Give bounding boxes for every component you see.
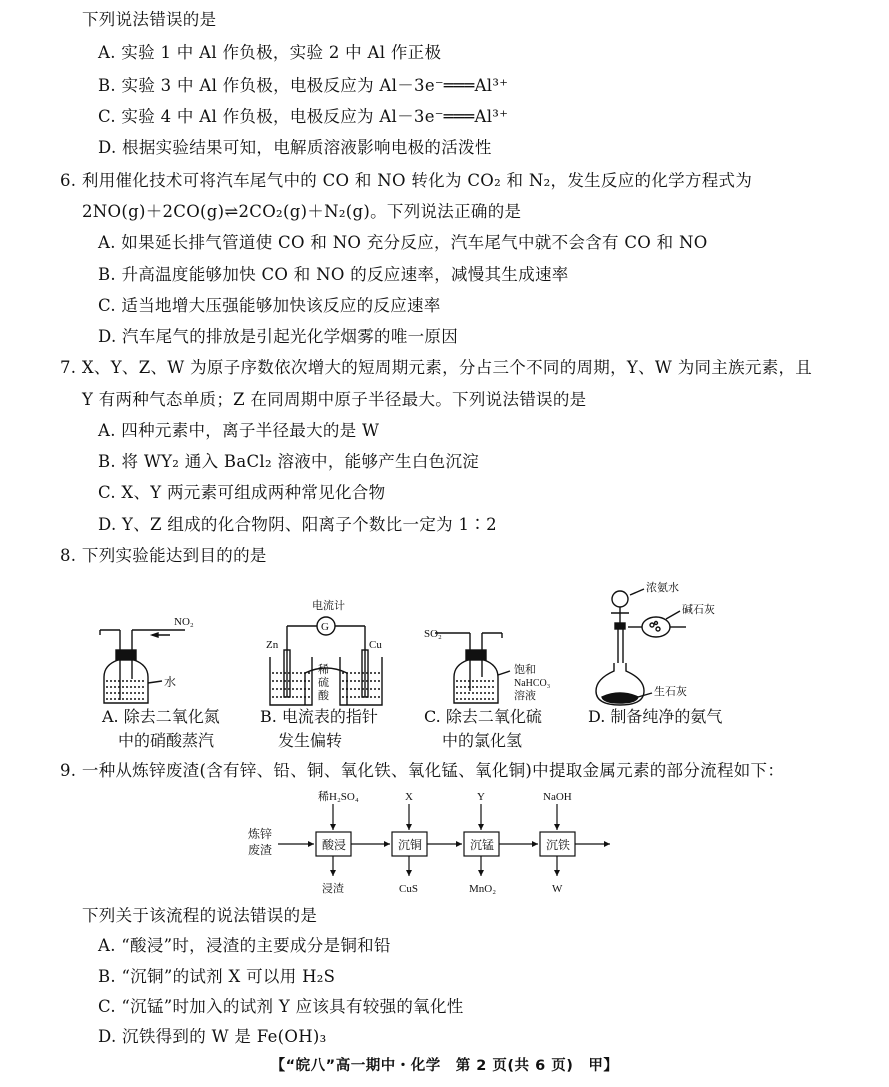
q7-stem-line1: 7. X、Y、Z、W 为原子序数依次增大的短周期元素，分占三个不同的周期，Y、W 为同主族元素，且 [60, 358, 813, 377]
figure-b-caption-1: B. 电流表的指针 [260, 707, 378, 726]
figure-c-solution-2: NaHCO₃ [514, 678, 551, 689]
q7-option-b: B. 将 WY₂ 通入 BaCl₂ 溶液中，能够产生白色沉淀 [98, 452, 480, 471]
figure-d-top-label: 浓氨水 [646, 582, 679, 594]
figure-b-cu-label: Cu [369, 639, 382, 651]
q7-option-d: D. Y、Z 组成的化合物阴、阳离子个数比一定为 1∶2 [98, 515, 497, 534]
flow-output-4: W [552, 883, 563, 895]
flow-step-4-label: 沉铁 [546, 838, 571, 852]
flow-step-2-label: 沉铜 [398, 838, 423, 852]
q6-option-a: A. 如果延长排气管道使 CO 和 NO 充分反应，汽车尾气中就不会含有 CO 和 NO [98, 233, 708, 252]
q6-option-d: D. 汽车尾气的排放是引起光化学烟雾的唯一原因 [98, 327, 459, 346]
q9-option-a: A. “酸浸”时，浸渣的主要成分是铜和铅 [98, 936, 391, 955]
q5-option-d: D. 根据实验结果可知，电解质溶液影响电极的活泼性 [98, 138, 492, 157]
q5-stem-tail: 下列说法错误的是 [82, 10, 217, 29]
figure-d-tube-label: 碱石灰 [682, 604, 715, 616]
flow-start-line2: 废渣 [248, 843, 273, 857]
figure-a-gas-label: NO₂ [174, 616, 194, 628]
figure-c-caption-1: C. 除去二氧化硫 [424, 707, 542, 726]
flow-input-1: 稀H₂SO₄ [318, 791, 359, 803]
figure-b-zn-label: Zn [266, 639, 279, 651]
flow-input-4: NaOH [543, 791, 572, 803]
figure-c-caption-2: 中的氯化氢 [442, 731, 523, 750]
q9-stem: 9. 一种从炼锌废渣(含有锌、铅、铜、氧化铁、氧化锰、氧化铜)中提取金属元素的部分流程如下： [60, 761, 785, 780]
flow-step-1-label: 酸浸 [322, 838, 347, 852]
figure-a-caption-2: 中的硝酸蒸汽 [118, 731, 215, 750]
q7-option-c: C. X、Y 两元素可组成两种常见化合物 [98, 483, 386, 502]
q6-option-c: C. 适当地增大压强能够加快该反应的反应速率 [98, 296, 441, 315]
q9-option-d: D. 沉铁得到的 W 是 Fe(OH)₃ [98, 1027, 327, 1046]
q8-figures [90, 575, 770, 710]
flow-output-1: 浸渣 [322, 883, 344, 895]
q9-option-c: C. “沉锰”时加入的试剂 Y 应该具有较强的氧化性 [98, 997, 464, 1016]
page-footer: 【“皖八”高一期中・化学 第 2 页(共 6 页) 甲】 [270, 1058, 619, 1074]
figure-a-caption-1: A. 除去二氧化氮 [102, 707, 220, 726]
q8-stem: 8. 下列实验能达到目的的是 [60, 546, 267, 565]
figure-c-solution-1: 饱和 [514, 664, 536, 676]
flow-output-2: CuS [399, 883, 418, 895]
q5-option-b: B. 实验 3 中 Al 作负极，电极反应为 Al－3e⁻═══Al³⁺ [98, 76, 509, 95]
q7-stem-line2: Y 有两种气态单质；Z 在同周期中原子半径最大。下列说法错误的是 [82, 390, 587, 409]
figure-b-acid-1: 稀 [318, 664, 329, 676]
q9-option-b: B. “沉铜”的试剂 X 可以用 H₂S [98, 967, 336, 986]
q9-flow-diagram [240, 788, 620, 898]
q5-option-c: C. 实验 4 中 Al 作负极，电极反应为 Al－3e⁻═══Al³⁺ [98, 107, 509, 126]
figure-b-acid-3: 酸 [318, 690, 329, 702]
q6-stem-line2: 2NO(g)＋2CO(g)⇌2CO₂(g)＋N₂(g)。下列说法正确的是 [82, 202, 522, 221]
figure-c-solution-3: 溶液 [514, 690, 536, 702]
q6-stem-line1: 6. 利用催化技术可将汽车尾气中的 CO 和 NO 转化为 CO₂ 和 N₂，发生反应的化学方程式为 [60, 171, 753, 190]
figure-a-apparatus [100, 630, 185, 703]
figure-b-galvanometer: G [321, 621, 329, 633]
flow-start-line1: 炼锌 [248, 827, 273, 841]
q5-option-a: A. 实验 1 中 Al 作负极，实验 2 中 Al 作正极 [98, 43, 442, 62]
figure-d-solid-label: 生石灰 [654, 686, 687, 698]
flow-output-3: MnO₂ [469, 883, 497, 895]
figure-b-meter-label: 电流计 [312, 600, 345, 612]
flow-input-3: Y [477, 791, 485, 803]
q9-stem-line2: 下列关于该流程的说法错误的是 [82, 906, 318, 925]
figure-d-caption-1: D. 制备纯净的氨气 [588, 707, 723, 726]
figure-b-caption-2: 发生偏转 [278, 731, 343, 750]
q6-option-b: B. 升高温度能够加快 CO 和 NO 的反应速率，减慢其生成速率 [98, 265, 569, 284]
figure-a-liquid-label: 水 [164, 675, 177, 689]
flow-input-2: X [405, 791, 413, 803]
q7-option-a: A. 四种元素中，离子半径最大的是 W [98, 421, 380, 440]
flow-step-3-label: 沉锰 [470, 838, 495, 852]
figure-b-acid-2: 硫 [318, 677, 329, 689]
figure-c-apparatus [435, 633, 510, 703]
figure-c-gas-label: SO₂ [424, 628, 442, 640]
